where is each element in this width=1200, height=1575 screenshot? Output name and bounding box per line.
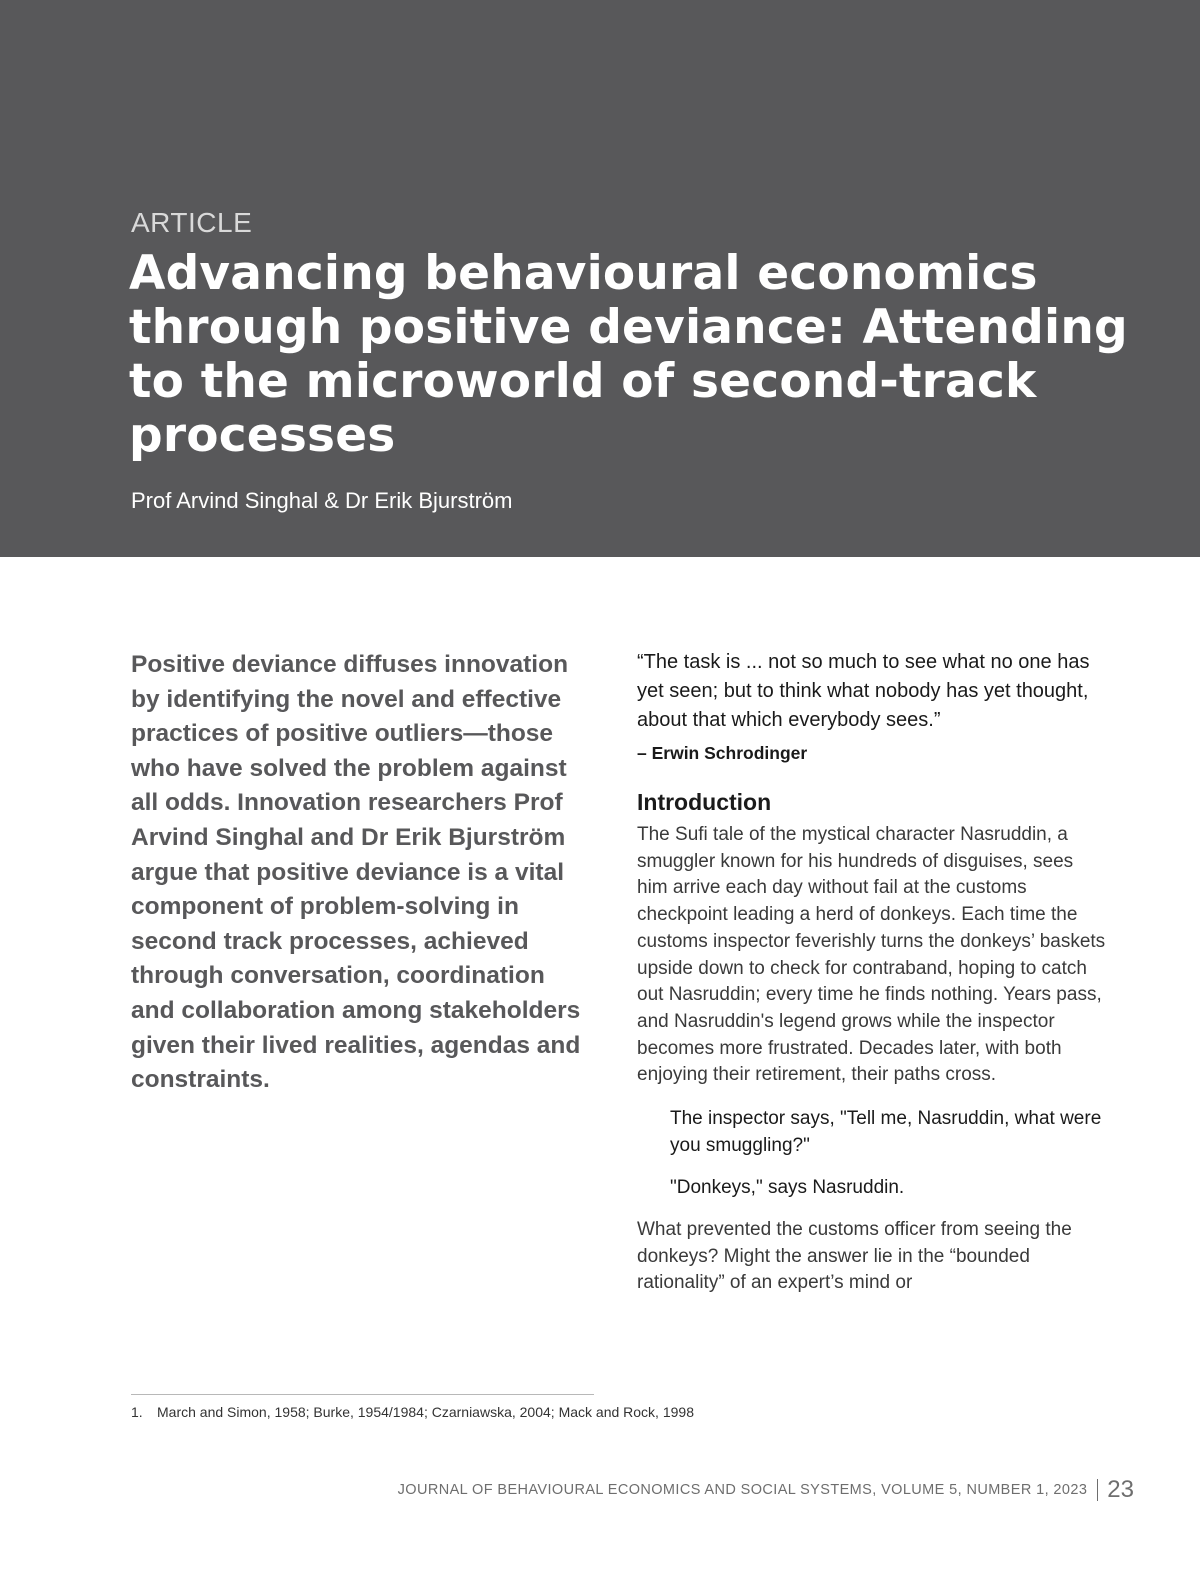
footnote-text: March and Simon, 1958; Burke, 1954/1984; Czarniawska, 2004; Mack and Rock, 1998 xyxy=(157,1404,694,1420)
journal-citation: JOURNAL OF BEHAVIOURAL ECONOMICS AND SOCIAL SYSTEMS, VOLUME 5, NUMBER 1, 2023 xyxy=(397,1482,1088,1498)
section-heading-introduction: Introduction xyxy=(637,789,772,815)
epigraph-attribution: – Erwin Schrodinger xyxy=(637,743,808,763)
page-footer xyxy=(398,1476,1134,1504)
article-title: Advancing behavioural economics through positive deviance: Attending to the microworld of second-track processes xyxy=(129,246,1128,463)
title-banner xyxy=(0,0,1200,557)
footer-divider xyxy=(1097,1479,1098,1501)
author-byline: Prof Arvind Singhal & Dr Erik Bjurström xyxy=(131,488,513,513)
article-type-label: ARTICLE xyxy=(131,207,253,238)
body-paragraph: What prevented the customs officer from seeing the donkeys? Might the answer lie in the “bounded rationality” of an expert’s mind or xyxy=(637,1219,1072,1294)
page-number: 23 xyxy=(1107,1476,1134,1503)
dialogue-line: "Donkeys," says Nasruddin. xyxy=(670,1177,905,1199)
dialogue-line: The inspector says, "Tell me, Nasruddin, what were you smuggling?" xyxy=(670,1108,1102,1157)
abstract-standfirst: Positive deviance diffuses innovation by identifying the novel and effective practices of positive outliers—those who have solved the problem against all odds. Innovation researchers Prof Arvind Singhal and Dr Erik Bjurström argue that positive deviance is a vital component of problem-solving in second track processes, achieved through conversation, coordination and collaboration among stakeholders given their lived realities, agendas and constraints. xyxy=(131,651,581,1094)
footnote-divider xyxy=(131,1394,594,1395)
footnote xyxy=(131,1404,694,1420)
footnote-number: 1. xyxy=(131,1404,143,1420)
main-text-column xyxy=(637,648,1107,1297)
body-paragraph: The Sufi tale of the mystical character Nasruddin, a smuggler known for his hundreds of disguises, sees him arrive each day without fail at the customs checkpoint leading a herd of donkeys. Each time the customs inspector feverishly turns the donkeys’ baskets upside down to check for contraband, hoping to catch out Nasruddin; every time he finds nothing. Years pass, and Nasruddin's legend grows while the inspector becomes more frustrated. Decades later, with both enjoying their retirement, their paths cross. xyxy=(637,824,1106,1086)
epigraph-quote: “The task is ... not so much to see what no one has yet seen; but to think what nobody has yet thought, about that which everybody sees.” xyxy=(637,651,1090,731)
